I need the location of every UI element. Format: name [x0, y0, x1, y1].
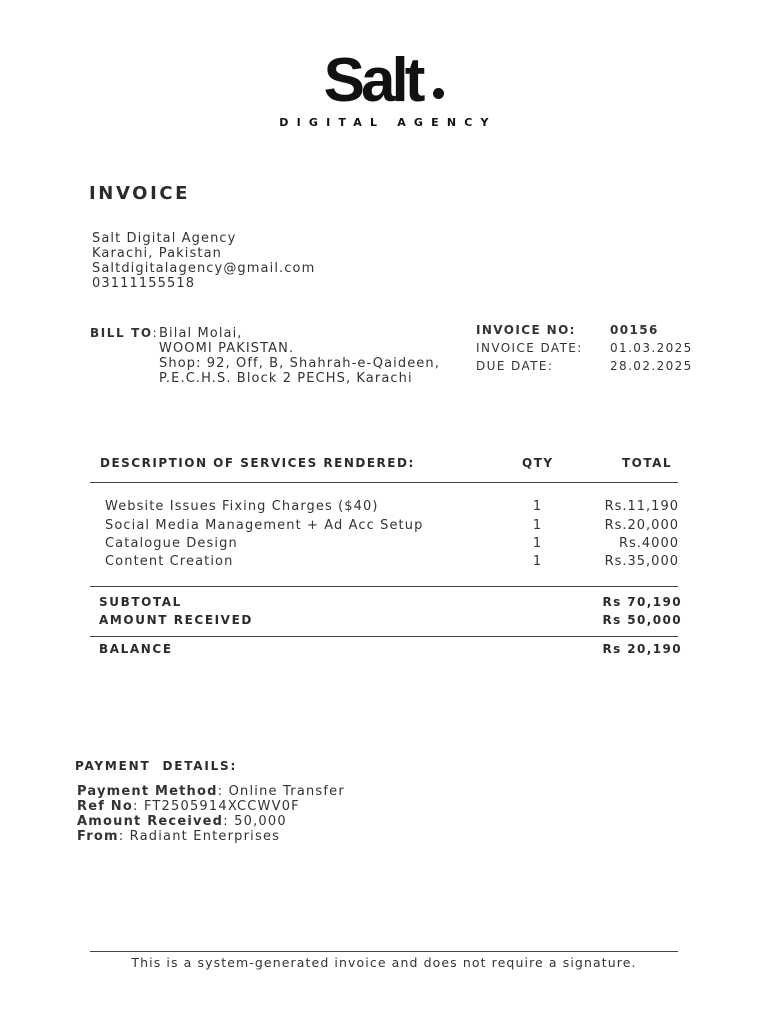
bill-to-label: BILL TO:	[90, 326, 159, 340]
footer-note: This is a system-generated invoice and does not require a signature.	[131, 955, 637, 970]
payment-method-row: Payment Method: Online Transfer	[77, 784, 345, 799]
due-date-label: DUE DATE:	[476, 359, 554, 373]
invoice-date-value: 01.03.2025	[610, 341, 693, 355]
payment-details-block	[77, 784, 345, 844]
ref-no-row: Ref No: FT2505914XCCWV0F	[77, 799, 300, 814]
amount-received-value: Rs 50,000	[602, 613, 682, 627]
due-date-value: 28.02.2025	[610, 359, 693, 373]
sender-city: Karachi, Pakistan	[92, 246, 222, 261]
sender-block	[92, 231, 315, 291]
service-qty: 1	[532, 536, 542, 551]
payment-from-label: From	[77, 829, 119, 844]
service-qty: 1	[532, 499, 542, 514]
service-description: Content Creation	[105, 554, 234, 569]
brand-tagline: DIGITAL AGENCY	[279, 116, 497, 129]
document-title: INVOICE	[89, 183, 191, 204]
payment-details-heading-text: PAYMENT DETAILS:	[75, 759, 238, 773]
payment-amount-value: 50,000	[234, 814, 287, 829]
column-header-total: TOTAL	[622, 456, 673, 470]
payment-method-value: Online Transfer	[228, 784, 345, 799]
service-description: Social Media Management + Ad Acc Setup	[105, 518, 424, 533]
invoice-meta	[476, 323, 696, 377]
service-total: Rs.11,190	[604, 499, 679, 514]
footer-divider	[90, 951, 678, 952]
bill-to-line: P.E.C.H.S. Block 2 PECHS, Karachi	[159, 371, 413, 386]
bill-to-line: WOOMI PAKISTAN.	[159, 341, 295, 356]
ref-no-label: Ref No	[77, 799, 134, 814]
service-description: Catalogue Design	[105, 536, 238, 551]
bill-to-line: Shop: 92, Off, B, Shahrah-e-Qaideen,	[159, 356, 440, 371]
bill-to-label-text: BILL TO	[90, 326, 153, 340]
payment-amount-label: Amount Received	[77, 814, 224, 829]
payment-amount-row: Amount Received: 50,000	[77, 814, 287, 829]
invoice-no-value: 00156	[610, 323, 659, 337]
table-header-divider	[90, 482, 678, 483]
service-total: Rs.35,000	[604, 554, 679, 569]
ref-no-value: FT2505914XCCWV0F	[143, 799, 300, 814]
totals-divider	[90, 636, 678, 637]
service-qty: 1	[532, 518, 542, 533]
column-header-description: DESCRIPTION OF SERVICES RENDERED:	[100, 456, 415, 470]
sender-phone: 03111155518	[92, 276, 196, 291]
service-description: Website Issues Fixing Charges ($40)	[105, 499, 379, 514]
service-total: Rs.20,000	[604, 518, 679, 533]
table-rows-divider	[90, 586, 678, 587]
logo-dot-icon	[433, 88, 444, 99]
subtotal-value: Rs 70,190	[602, 595, 682, 609]
sender-name: Salt Digital Agency	[92, 231, 237, 246]
subtotal-label: SUBTOTAL	[99, 595, 182, 609]
bill-to-block	[159, 326, 440, 386]
amount-received-label: AMOUNT RECEIVED	[99, 613, 253, 627]
brand-logo	[0, 46, 768, 115]
invoice-no-row	[476, 323, 696, 341]
invoice-date-label: INVOICE DATE:	[476, 341, 583, 355]
service-qty: 1	[532, 554, 542, 569]
invoice-date-row	[476, 341, 696, 359]
logo-wordmark: Salt	[323, 46, 422, 115]
invoice-no-label: INVOICE NO:	[476, 323, 576, 337]
sender-email: Saltdigitalagency@gmail.com	[92, 261, 316, 276]
column-header-qty: QTY	[522, 456, 554, 470]
balance-label: BALANCE	[99, 642, 173, 656]
payment-from-row: From: Radiant Enterprises	[77, 829, 281, 844]
due-date-row	[476, 359, 696, 377]
bill-to-line: Bilal Molai,	[159, 326, 243, 341]
payment-details-heading	[75, 759, 237, 773]
balance-value: Rs 20,190	[602, 642, 682, 656]
service-total: Rs.4000	[618, 536, 679, 551]
payment-from-value: Radiant Enterprises	[129, 829, 281, 844]
payment-method-label: Payment Method	[77, 784, 218, 799]
